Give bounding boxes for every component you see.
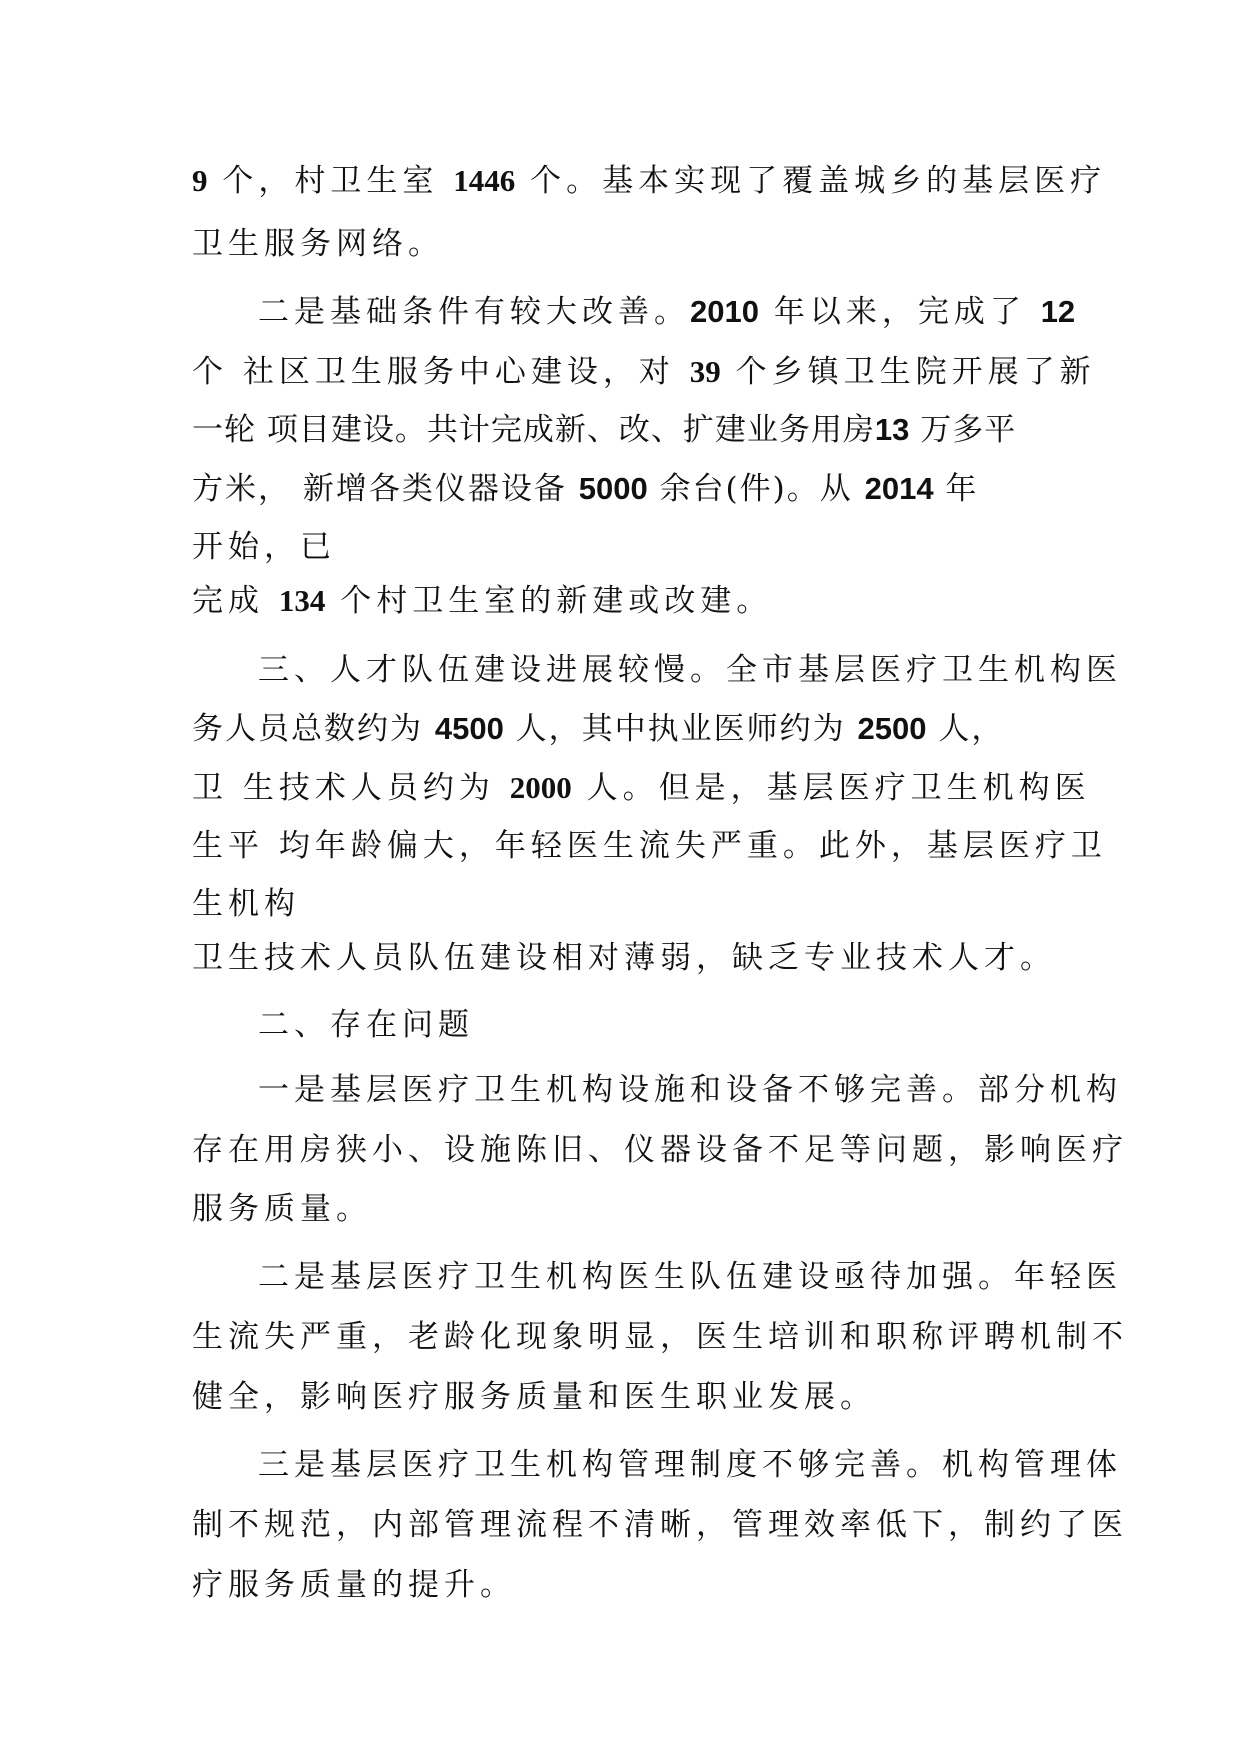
text-line: 一是基层医疗卫生机构设施和设备不够完善。部分机构	[258, 1072, 1122, 1108]
text-line: 方米， 新增各类仪器设备 5000 余台(件)。从 2014 年	[192, 471, 979, 507]
text-line: 9 个，村卫生室 1446 个。基本实现了覆盖城乡的基层医疗	[192, 163, 1107, 199]
text-line: 三、人才队伍建设进展较慢。全市基层医疗卫生机构医	[258, 652, 1122, 688]
number: 39	[689, 354, 721, 389]
text-line: 存在用房狭小、设施陈旧、仪器设备不足等问题，影响医疗	[192, 1132, 1128, 1168]
text-line: 生流失严重，老龄化现象明显，医生培训和职称评聘机制不	[192, 1319, 1128, 1355]
section-heading: 二、存在问题	[258, 1007, 474, 1043]
text-line: 生平 均年龄偏大，年轻医生流失严重。此外，基层医疗卫	[192, 828, 1107, 864]
number: 2010	[690, 294, 759, 329]
number: 12	[1040, 294, 1076, 329]
text-line: 制不规范，内部管理流程不清晰，管理效率低下，制约了医	[192, 1507, 1128, 1543]
number: 1446	[453, 163, 516, 198]
text-line: 务人员总数约为 4500 人，其中执业医师约为 2500 人，	[192, 711, 1005, 747]
text-line: 生机构	[192, 886, 300, 922]
number: 134	[278, 583, 326, 618]
text-line: 卫生服务网络。	[192, 226, 444, 262]
text-line: 卫 生技术人员约为 2000 人。但是，基层医疗卫生机构医	[192, 770, 1091, 806]
text-line: 疗服务质量的提升。	[192, 1567, 516, 1603]
number: 2000	[509, 770, 572, 805]
text-line: 一轮 项目建设。共计完成新、改、扩建业务用房13 万多平	[192, 412, 1017, 448]
text-line: 健全，影响医疗服务质量和医生职业发展。	[192, 1379, 876, 1415]
text-line: 个 社区卫生服务中心建设，对 39 个乡镇卫生院开展了新	[192, 354, 1096, 390]
text-line: 完成 134 个村卫生室的新建或改建。	[192, 583, 773, 619]
number: 2014	[864, 471, 934, 506]
text-line: 服务质量。	[192, 1191, 372, 1227]
number: 5000	[578, 471, 648, 506]
text-line: 开始，已	[192, 529, 336, 565]
number: 9	[192, 163, 208, 198]
text-line: 二是基础条件有较大改善。2010 年以来，完成了 12	[258, 294, 1076, 330]
text-line: 二是基层医疗卫生机构医生队伍建设亟待加强。年轻医	[258, 1259, 1122, 1295]
number: 2500	[857, 711, 927, 746]
number: 4500	[434, 711, 504, 746]
number: 13	[874, 412, 910, 447]
text-line: 三是基层医疗卫生机构管理制度不够完善。机构管理体	[258, 1447, 1122, 1483]
text-line: 卫生技术人员队伍建设相对薄弱，缺乏专业技术人才。	[192, 940, 1056, 976]
